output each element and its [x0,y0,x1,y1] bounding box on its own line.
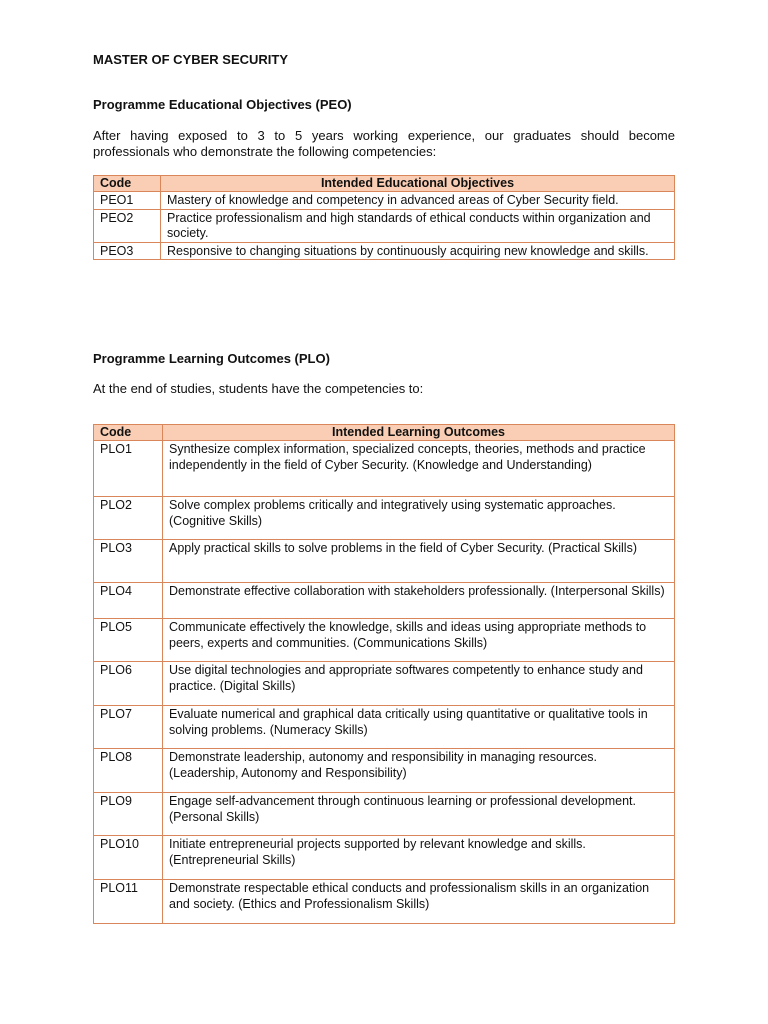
row-code: PLO4 [94,583,163,619]
row-code: PLO6 [94,662,163,706]
row-text: Use digital technologies and appropriate softwares competently to enhance study and practice. (Digital Skills) [163,662,675,706]
table-row [94,619,675,662]
peo-header-code: Code [94,176,161,192]
row-text: Demonstrate respectable ethical conducts and professionalism skills in an organization and society. (Ethics and Professionalism Skills) [163,880,675,924]
row-code: PLO7 [94,706,163,749]
plo-header-code: Code [94,425,163,441]
peo-header-desc: Intended Educational Objectives [161,176,675,192]
table-row [94,540,675,583]
row-text: Demonstrate effective collaboration with stakeholders professionally. (Interpersonal Skills) [163,583,675,619]
row-text: Mastery of knowledge and competency in advanced areas of Cyber Security field. [161,192,675,210]
peo-header-row [94,176,675,192]
peo-intro: After having exposed to 3 to 5 years working experience, our graduates should become professionals who demonstrate the following competencies: [93,128,675,159]
table-row [94,209,675,242]
plo-header-desc: Intended Learning Outcomes [163,425,675,441]
row-code: PLO9 [94,793,163,836]
row-text: Solve complex problems critically and integratively using systematic approaches. (Cognitive Skills) [163,497,675,540]
row-code: PLO10 [94,836,163,880]
peo-heading: Programme Educational Objectives (PEO) [93,97,352,112]
table-row [94,836,675,880]
table-row [94,706,675,749]
row-text: Communicate effectively the knowledge, skills and ideas using appropriate methods to peers, experts and communities. (Communications Skills) [163,619,675,662]
table-row [94,441,675,497]
row-code: PLO3 [94,540,163,583]
table-row [94,242,675,260]
row-text: Demonstrate leadership, autonomy and responsibility in managing resources. (Leadership, Autonomy and Responsibility) [163,749,675,793]
peo-table [93,175,675,260]
table-row [94,749,675,793]
row-text: Synthesize complex information, specialized concepts, theories, methods and practice independently in the field of Cyber Security. (Knowledge and Understanding) [163,441,675,497]
row-code: PLO8 [94,749,163,793]
table-row [94,793,675,836]
document-title: MASTER OF CYBER SECURITY [93,52,289,67]
row-text: Apply practical skills to solve problems in the field of Cyber Security. (Practical Skills) [163,540,675,583]
row-text: Initiate entrepreneurial projects supported by relevant knowledge and skills. (Entrepreneurial Skills) [163,836,675,880]
table-row [94,497,675,540]
row-text: Evaluate numerical and graphical data critically using quantitative or qualitative tools in solving problems. (Numeracy Skills) [163,706,675,749]
row-code: PLO2 [94,497,163,540]
plo-table [93,424,675,924]
plo-header-row [94,425,675,441]
row-code: PLO1 [94,441,163,497]
row-text: Responsive to changing situations by continuously acquiring new knowledge and skills. [161,242,675,260]
table-row [94,880,675,924]
row-code: PLO5 [94,619,163,662]
table-row [94,662,675,706]
row-code: PEO2 [94,209,161,242]
row-code: PEO1 [94,192,161,210]
row-code: PEO3 [94,242,161,260]
row-code: PLO11 [94,880,163,924]
plo-intro: At the end of studies, students have the competencies to: [93,381,424,396]
row-text: Engage self-advancement through continuous learning or professional development. (Personal Skills) [163,793,675,836]
table-row [94,192,675,210]
table-row [94,583,675,619]
row-text: Practice professionalism and high standards of ethical conducts within organization and society. [161,209,675,242]
plo-heading: Programme Learning Outcomes (PLO) [93,351,330,366]
